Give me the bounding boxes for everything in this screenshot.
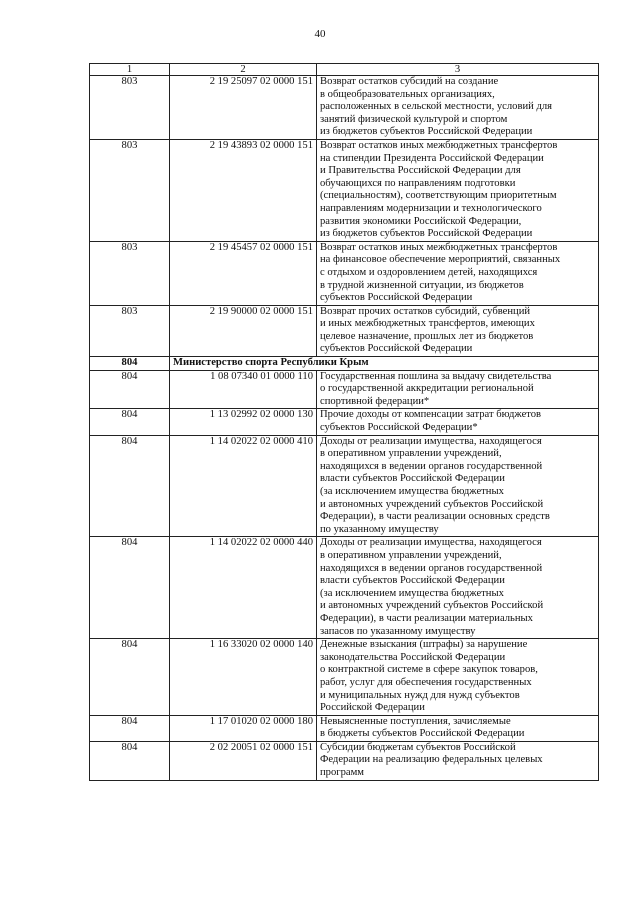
description-line: и автономных учреждений субъектов Российской xyxy=(320,498,544,510)
income-code-cell: 1 14 02022 02 0000 440 xyxy=(170,537,317,639)
description-line: Государственная пошлина за выдачу свидетельства xyxy=(320,370,552,382)
table-row xyxy=(90,370,599,409)
description-line: Возврат остатков иных межбюджетных трансфертов xyxy=(320,241,558,253)
table-row xyxy=(90,715,599,741)
income-description-cell xyxy=(317,537,599,639)
description-line: занятий физической культурой и спортом xyxy=(320,113,508,125)
description-line: и автономных учреждений субъектов Российской xyxy=(320,600,544,612)
income-description-cell xyxy=(317,241,599,305)
description-line: находящихся в ведении органов государственной xyxy=(320,562,543,574)
description-line: запасов по указанному имуществу xyxy=(320,625,476,637)
description-line: в трудной жизненной ситуации, из бюджетов xyxy=(320,279,524,291)
income-description-cell xyxy=(317,715,599,741)
income-description-cell xyxy=(317,305,599,356)
income-description-cell xyxy=(317,741,599,780)
description-line: Прочие доходы от компенсации затрат бюджетов xyxy=(320,409,542,421)
table-row xyxy=(90,741,599,780)
description-line: Возврат остатков иных межбюджетных трансфертов xyxy=(320,139,558,151)
description-line: и муниципальных нужд для нужд субъектов xyxy=(320,689,520,701)
income-code-cell: 1 16 33020 02 0000 140 xyxy=(170,639,317,716)
description-line: Возврат прочих остатков субсидий, субвенций xyxy=(320,305,531,317)
description-line: в оперативном управлении учреждений, xyxy=(320,549,502,561)
description-line: Невыясненные поступления, зачисляемые xyxy=(320,715,511,727)
description-line: спортивной федерации* xyxy=(320,395,430,407)
income-code-cell: 1 08 07340 01 0000 110 xyxy=(170,370,317,409)
income-code-cell: 2 19 25097 02 0000 151 xyxy=(170,76,317,140)
table-row xyxy=(90,305,599,356)
description-line: Федерации), в части реализации основных средств xyxy=(320,511,550,523)
column-header: 1 xyxy=(90,64,170,76)
income-description-cell xyxy=(317,76,599,140)
description-line: с отдыхом и оздоровлением детей, находящихся xyxy=(320,266,538,278)
description-line: субъектов Российской Федерации* xyxy=(320,422,478,434)
income-code-cell: 1 14 02022 02 0000 410 xyxy=(170,435,317,537)
admin-code-cell: 804 xyxy=(90,715,170,741)
description-line: и Правительства Российской Федерации для xyxy=(320,165,521,177)
income-description-cell xyxy=(317,139,599,241)
description-line: (за исключением имущества бюджетных xyxy=(320,587,504,599)
table-row xyxy=(90,409,599,435)
description-line: в оперативном управлении учреждений, xyxy=(320,448,502,460)
description-line: развития экономики Российской Федерации, xyxy=(320,215,522,227)
description-line: находящихся в ведении органов государственной xyxy=(320,460,543,472)
table-section-row xyxy=(90,357,599,371)
income-description-cell xyxy=(317,409,599,435)
description-line: Доходы от реализации имущества, находящегося xyxy=(320,537,542,549)
income-description-cell xyxy=(317,435,599,537)
table-body xyxy=(90,76,599,781)
description-line: (специальностям), соответствующим приоритетным xyxy=(320,190,557,202)
description-line: из бюджетов субъектов Российской Федерации xyxy=(320,228,533,240)
income-code-cell: 2 19 90000 02 0000 151 xyxy=(170,305,317,356)
description-line: Федерации на реализацию федеральных целевых xyxy=(320,754,543,766)
description-line: Российской Федерации xyxy=(320,702,425,714)
admin-code-cell: 804 xyxy=(90,741,170,780)
table-row xyxy=(90,639,599,716)
income-code-cell: 1 17 01020 02 0000 180 xyxy=(170,715,317,741)
admin-code-cell: 804 xyxy=(90,370,170,409)
description-line: целевое назначение, прошлых лет из бюджетов xyxy=(320,330,534,342)
description-line: Возврат остатков субсидий на создание xyxy=(320,76,499,87)
admin-code-cell: 804 xyxy=(90,357,170,371)
ministry-name-cell: Министерство спорта Республики Крым xyxy=(170,357,599,371)
column-header: 3 xyxy=(317,64,599,76)
description-line: субъектов Российской Федерации xyxy=(320,292,473,304)
admin-code-cell: 803 xyxy=(90,139,170,241)
description-line: власти субъектов Российской Федерации xyxy=(320,473,505,485)
table-row xyxy=(90,139,599,241)
income-description-cell xyxy=(317,370,599,409)
description-line: законодательства Российской Федерации xyxy=(320,651,506,663)
table-row xyxy=(90,435,599,537)
table-row xyxy=(90,241,599,305)
description-line: и иных межбюджетных трансфертов, имеющих xyxy=(320,318,535,330)
admin-code-cell: 803 xyxy=(90,76,170,140)
description-line: Доходы от реализации имущества, находящегося xyxy=(320,435,542,447)
table-header-row xyxy=(90,64,599,76)
description-line: власти субъектов Российской Федерации xyxy=(320,575,505,587)
description-line: расположенных в сельской местности, условий для xyxy=(320,101,553,113)
admin-code-cell: 803 xyxy=(90,305,170,356)
description-line: направлениям модернизации и технологического xyxy=(320,202,542,214)
table-row xyxy=(90,76,599,140)
column-header: 2 xyxy=(170,64,317,76)
income-code-cell: 2 02 20051 02 0000 151 xyxy=(170,741,317,780)
description-line: Федерации), в части реализации материальных xyxy=(320,612,533,624)
description-line: о контрактной системе в сфере закупок товаров, xyxy=(320,664,538,676)
income-code-cell: 1 13 02992 02 0000 130 xyxy=(170,409,317,435)
admin-code-cell: 804 xyxy=(90,639,170,716)
description-line: работ, услуг для обеспечения государственных xyxy=(320,676,532,688)
income-code-cell: 2 19 45457 02 0000 151 xyxy=(170,241,317,305)
budget-classification-table xyxy=(89,63,599,781)
admin-code-cell: 804 xyxy=(90,537,170,639)
income-code-cell: 2 19 43893 02 0000 151 xyxy=(170,139,317,241)
description-line: из бюджетов субъектов Российской Федерации xyxy=(320,126,533,138)
page-number: 40 xyxy=(314,28,326,40)
description-line: обучающихся по направлениям подготовки xyxy=(320,177,516,189)
admin-code-cell: 804 xyxy=(90,409,170,435)
description-line: (за исключением имущества бюджетных xyxy=(320,486,504,497)
admin-code-cell: 804 xyxy=(90,435,170,537)
description-line: в общеобразовательных организациях, xyxy=(320,88,495,100)
income-description-cell xyxy=(317,639,599,716)
description-line: по указанному имуществу xyxy=(320,523,439,535)
description-line: на финансовое обеспечение мероприятий, связанных xyxy=(320,254,561,266)
description-line: программ xyxy=(320,767,365,779)
description-line: о государственной аккредитации региональной xyxy=(320,383,534,395)
admin-code-cell: 803 xyxy=(90,241,170,305)
description-line: в бюджеты субъектов Российской Федерации xyxy=(320,728,525,740)
description-line: на стипендии Президента Российской Федерации xyxy=(320,152,544,164)
description-line: субъектов Российской Федерации xyxy=(320,343,473,355)
description-line: Субсидии бюджетам субъектов Российской xyxy=(320,741,516,753)
description-line: Денежные взыскания (штрафы) за нарушение xyxy=(320,639,528,651)
table-row xyxy=(90,537,599,639)
